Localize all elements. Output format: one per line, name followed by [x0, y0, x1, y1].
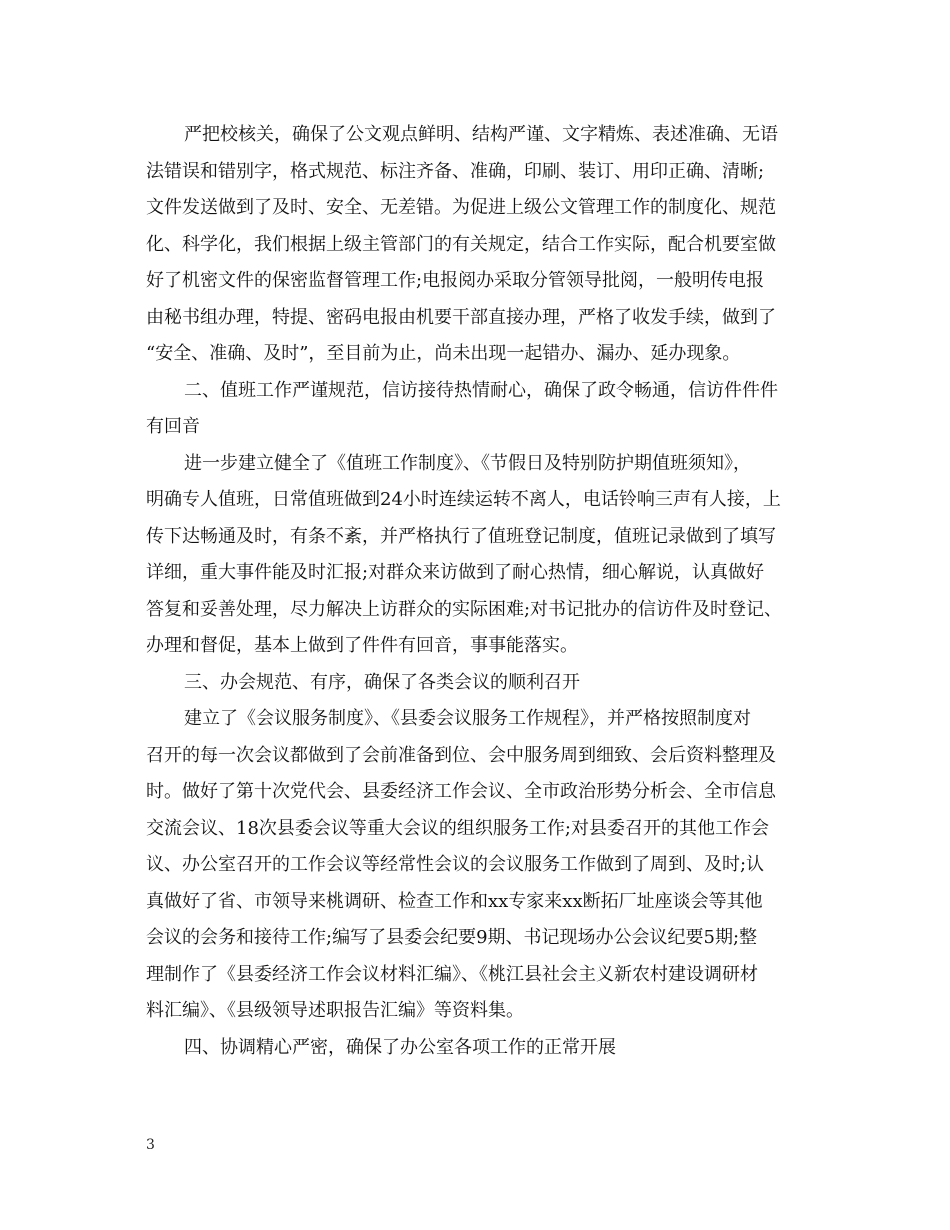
page-number: 3: [146, 1137, 155, 1153]
text-line: 理制作了《县委经济工作会议材料汇编》、《桃江县社会主义新农村建设调研材: [146, 963, 758, 985]
text-line: 由秘书组办理，特提、密码电报由机要干部直接办理，严格了收发手续，做到了: [146, 306, 776, 328]
document-body: [146, 117, 806, 1066]
text-line: 化、科学化，我们根据上级主管部门的有关规定，结合工作实际，配合机要室做: [146, 233, 776, 255]
text-line: 好了机密文件的保密监督管理工作;电报阅办采取分管领导批阅，一般明传电报: [146, 270, 765, 291]
text-line: 传下达畅通及时，有条不紊，并严格执行了值班登记制度，值班记录做到了填写: [146, 525, 776, 547]
text-line: 交流会议、18次县委会议等重大会议的组织服务工作;对县委召开的其他工作会: [146, 817, 769, 839]
text-line: 会议的会务和接待工作;编写了县委会纪要9期、书记现场办公会议纪要5期;整: [146, 927, 758, 948]
text-line: 三、办会规范、有序，确保了各类会议的顺利召开: [184, 671, 580, 693]
text-line: 详细，重大事件能及时汇报;对群众来访做到了耐心热情，细心解说，认真做好: [146, 562, 765, 583]
text-line: 议、办公室召开的工作会议等经常性会议的会议服务工作做到了周到、及时;认: [146, 854, 765, 875]
text-line: 答复和妥善处理，尽力解决上访群众的实际困难;对书记批办的信访件及时登记、: [146, 598, 783, 620]
text-line: 文件发送做到了及时、安全、无差错。为促进上级公文管理工作的制度化、规范: [146, 197, 776, 218]
text-line: “安全、准确、及时”，至目前为止，尚未出现一起错办、漏办、延办现象。: [146, 343, 741, 364]
text-line: 真做好了省、市领导来桃调研、检查工作和xx专家来xx断拓厂址座谈会等其他: [146, 890, 763, 912]
text-line: 有回音: [146, 416, 200, 437]
text-line: 四、协调精心严密，确保了办公室各项工作的正常开展: [184, 1036, 616, 1058]
text-line: 进一步建立健全了《值班工作制度》、《节假日及特别防护期值班须知》，: [184, 452, 751, 474]
text-line: 召开的每一次会议都做到了会前准备到位、会中服务周到细致、会后资料整理及: [146, 744, 776, 766]
text-line: 法错误和错别字，格式规范、标注齐备、准确，印刷、装订、用印正确、清晰;: [146, 160, 765, 182]
text-line: 时。做好了第十次党代会、县委经济工作会议、全市政治形势分析会、全市信息: [146, 781, 776, 802]
text-line: 严把校核关，确保了公文观点鲜明、结构严谨、文字精炼、表述准确、无语: [184, 124, 778, 145]
text-line: 建立了《会议服务制度》、《县委会议服务工作规程》，并严格按照制度对: [184, 708, 751, 729]
text-line: 料汇编》、《县级领导述职报告汇编》等资料集。: [146, 1000, 524, 1021]
text-line: 办理和督促，基本上做到了件件有回音，事事能落实。: [146, 635, 578, 656]
text-line: 明确专人值班，日常值班做到24小时连续运转不离人，电话铃响三声有人接，上: [146, 489, 781, 510]
text-line: 二、值班工作严谨规范，信访接待热情耐心，确保了政令畅通，信访件件件: [184, 379, 778, 401]
